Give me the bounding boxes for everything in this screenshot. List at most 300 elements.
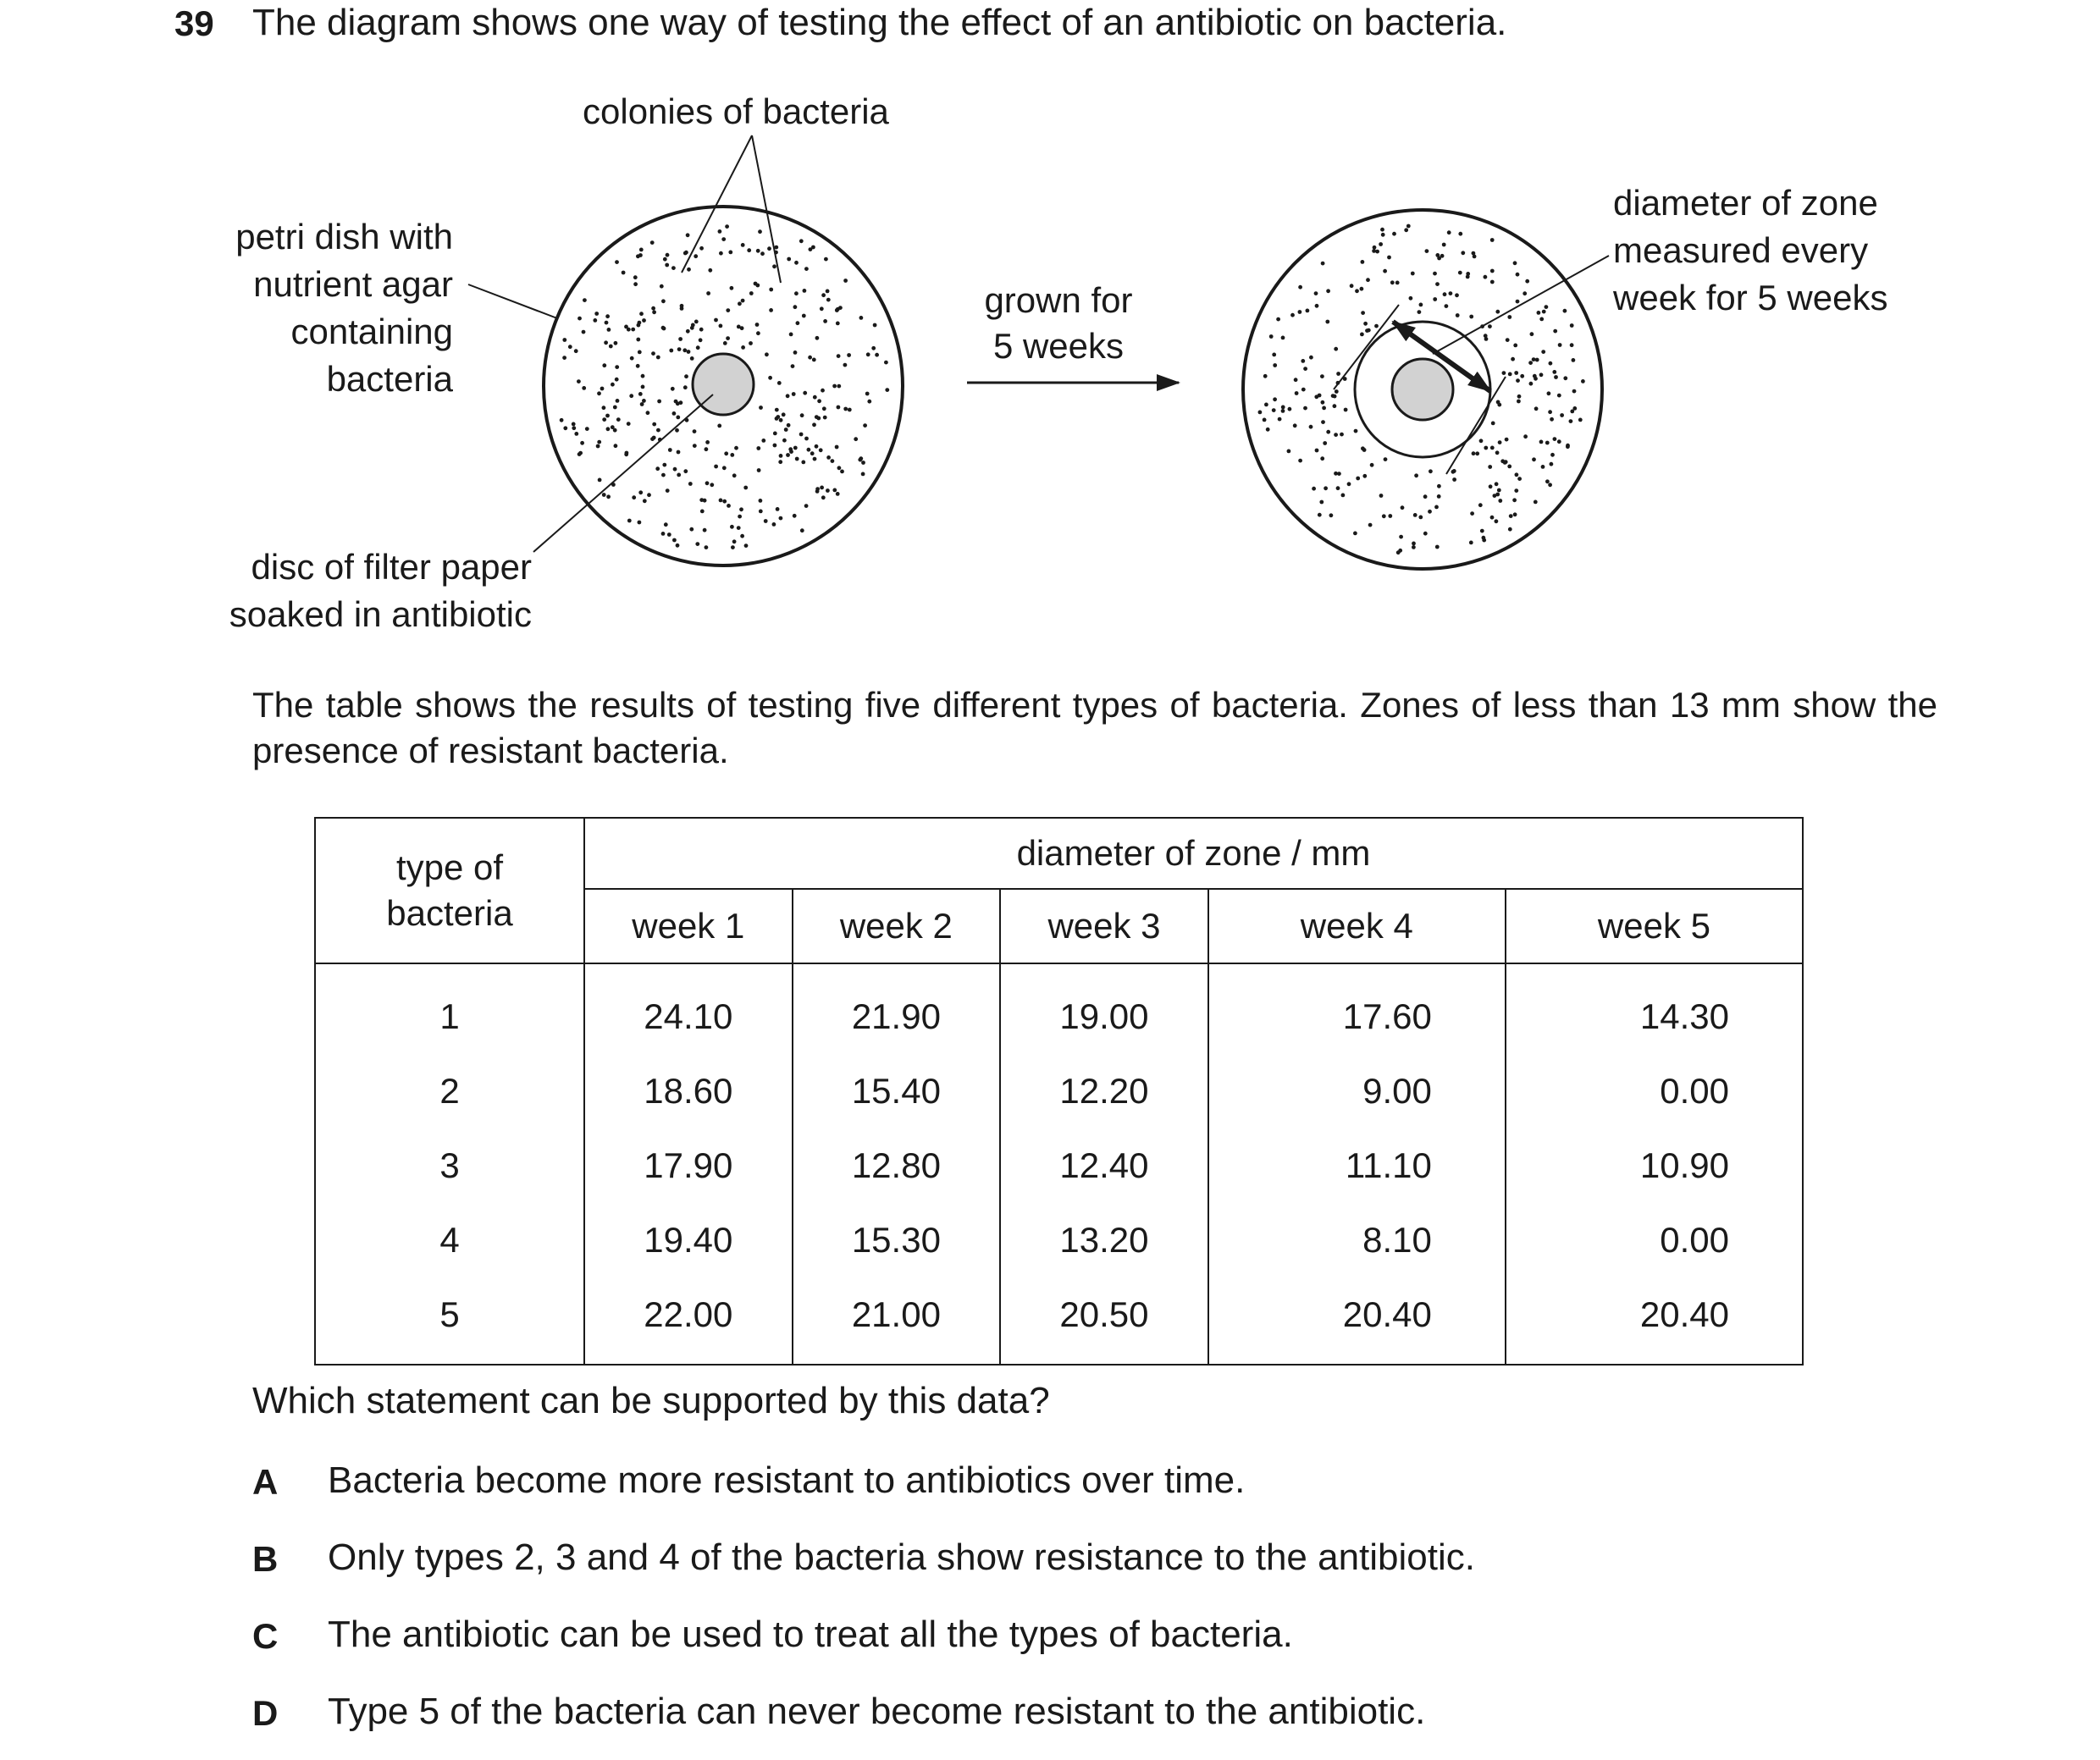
cell-value: 17.60 <box>1208 963 1506 1054</box>
bacteria-dot <box>1491 422 1495 426</box>
bacteria-dot <box>1344 408 1348 412</box>
bacteria-dot <box>1529 382 1534 386</box>
bacteria-dot <box>600 387 605 391</box>
bacteria-dot <box>683 469 688 473</box>
bacteria-dot <box>1309 356 1313 360</box>
bacteria-dot <box>665 263 669 268</box>
bacteria-dot <box>1502 371 1506 375</box>
bacteria-dot <box>622 271 626 275</box>
bacteria-dot <box>676 401 680 406</box>
bacteria-dot <box>1321 400 1325 405</box>
antibiotic-disc-after <box>1392 359 1453 420</box>
bacteria-dot <box>769 288 773 292</box>
bacteria-dot <box>1566 444 1570 448</box>
bacteria-dot <box>1366 278 1370 282</box>
bacteria-dot <box>1373 246 1377 250</box>
bacteria-dot <box>1570 343 1574 347</box>
bacteria-dot <box>699 338 703 342</box>
bacteria-dot <box>609 345 613 349</box>
bacteria-dot <box>1560 413 1564 417</box>
bacteria-dot <box>1514 371 1518 375</box>
bacteria-dot <box>1281 406 1285 410</box>
table-row <box>315 1128 1803 1203</box>
bacteria-dot <box>574 349 578 353</box>
cell-value: 24.10 <box>584 963 793 1054</box>
bacteria-dot <box>677 347 682 351</box>
bacteria-dot <box>1508 527 1512 532</box>
bacteria-dot <box>703 499 707 503</box>
bacteria-dot <box>1273 363 1277 367</box>
bacteria-dot <box>822 406 826 411</box>
bacteria-dot <box>755 323 760 327</box>
bacteria-dot <box>1550 462 1554 466</box>
bacteria-dot <box>1320 374 1324 378</box>
bacteria-dot <box>705 440 710 444</box>
bacteria-dot <box>826 290 830 294</box>
bacteria-dot <box>749 291 754 295</box>
bacteria-dot <box>1264 403 1268 407</box>
bacteria-dot <box>786 453 790 457</box>
bacteria-dot <box>582 386 586 390</box>
bacteria-dot <box>596 444 600 449</box>
bacteria-dot <box>1563 309 1567 313</box>
bacteria-dot <box>840 470 844 474</box>
bacteria-dot <box>1507 465 1511 469</box>
bacteria-dot <box>1553 437 1557 441</box>
bacteria-dot <box>1329 513 1334 517</box>
bacteria-dot <box>627 422 631 426</box>
bacteria-dot <box>597 391 601 395</box>
bacteria-dot <box>1429 469 1433 473</box>
bacteria-dot <box>1478 503 1483 507</box>
bacteria-dot <box>787 257 791 262</box>
bacteria-dot <box>732 539 737 543</box>
bacteria-dot <box>730 453 734 457</box>
bacteria-dot <box>1490 238 1495 242</box>
bacteria-dot <box>761 439 765 443</box>
bacteria-dot <box>615 378 619 382</box>
bacteria-dot <box>719 499 723 503</box>
bacteria-dot <box>1409 296 1413 301</box>
bacteria-dot <box>1466 275 1470 279</box>
bacteria-dot <box>866 352 870 356</box>
bacteria-dot <box>714 465 718 469</box>
bacteria-dot <box>1433 272 1437 276</box>
bacteria-dot <box>759 499 763 503</box>
bacteria-dot <box>1363 322 1368 326</box>
bacteria-dot <box>598 478 602 483</box>
label-diameter: diameter of zone measured every week for 5 weeks <box>1613 183 1888 317</box>
bacteria-dot <box>804 267 809 271</box>
cell-value: 11.10 <box>1208 1128 1506 1203</box>
bacteria-dot <box>563 426 567 430</box>
bacteria-dot <box>1542 310 1546 314</box>
bacteria-dot <box>1335 389 1339 394</box>
bacteria-dot <box>637 323 641 328</box>
bacteria-dot <box>1503 461 1507 465</box>
bacteria-dot <box>1516 300 1520 304</box>
bacteria-dot <box>768 376 772 380</box>
bacteria-dot <box>1513 261 1517 265</box>
bacteria-dot <box>638 350 642 355</box>
question-stem: The diagram shows one way of testing the effect of an antibiotic on bacteria. <box>252 2 1507 43</box>
question-prompt: Which statement can be supported by this data? <box>252 1380 1050 1421</box>
bacteria-dot <box>671 266 676 270</box>
bacteria-dot <box>1445 304 1449 308</box>
bacteria-dot <box>1469 315 1473 319</box>
bacteria-dot <box>655 466 660 471</box>
bacteria-dot <box>721 237 726 241</box>
bacteria-dot <box>1303 406 1307 411</box>
bacteria-dot <box>1541 350 1545 354</box>
bacteria-dot <box>1374 324 1379 328</box>
bacteria-dot <box>808 356 812 360</box>
bacteria-dot <box>1489 484 1493 488</box>
bacteria-dot <box>1442 243 1446 247</box>
bacteria-dot <box>1321 262 1325 266</box>
bacteria-dot <box>730 525 734 529</box>
bacteria-dot <box>837 354 841 358</box>
bacteria-dot <box>1547 391 1551 395</box>
bacteria-dot <box>821 495 826 499</box>
bacteria-dot <box>741 345 745 350</box>
bacteria-dot <box>1370 463 1374 467</box>
bacteria-dot <box>794 261 799 265</box>
bacteria-dot <box>1412 545 1416 549</box>
bacteria-dot <box>577 379 581 383</box>
bacteria-dot <box>1360 287 1364 291</box>
bacteria-dot <box>694 254 698 258</box>
bacteria-dot <box>1443 292 1447 296</box>
bacteria-dot <box>1572 358 1576 362</box>
bacteria-dot <box>1303 367 1307 371</box>
bacteria-dot <box>722 466 727 470</box>
cell-value: 13.20 <box>1000 1203 1208 1277</box>
bacteria-dot <box>1396 550 1401 554</box>
bacteria-dot <box>792 392 796 396</box>
bacteria-dot <box>1534 377 1538 381</box>
bacteria-dot <box>1269 334 1274 339</box>
bacteria-dot <box>714 318 718 323</box>
bacteria-dot <box>836 492 840 496</box>
bacteria-dot <box>1326 289 1330 293</box>
bacteria-dot <box>725 224 729 229</box>
table-row <box>315 1054 1803 1128</box>
bacteria-dot <box>1458 232 1462 236</box>
bacteria-dot <box>772 264 776 268</box>
bacteria-dot <box>1554 375 1558 379</box>
bacteria-dot <box>1423 494 1428 499</box>
bacteria-dot <box>1384 457 1388 461</box>
cell-value: 20.40 <box>1506 1277 1803 1365</box>
bacteria-dot <box>1581 379 1585 383</box>
bacteria-dot <box>764 519 768 523</box>
bacteria-dot <box>1318 394 1322 398</box>
bacteria-dot <box>820 486 824 490</box>
antibiotic-disc-before <box>693 354 754 415</box>
bacteria-dot <box>803 391 807 395</box>
leader-colonies-a <box>682 135 752 273</box>
bacteria-dot <box>1440 254 1445 258</box>
bacteria-dot <box>1336 486 1340 490</box>
bacteria-dot <box>859 456 863 461</box>
cell-value: 17.90 <box>584 1128 793 1203</box>
bacteria-dot <box>775 408 779 412</box>
bacteria-dot <box>1495 493 1500 497</box>
bacteria-dot <box>787 423 791 428</box>
bacteria-dot <box>1570 323 1574 328</box>
bacteria-dot <box>693 444 697 448</box>
bacteria-dot <box>1281 409 1285 413</box>
bacteria-dot <box>826 488 830 493</box>
bacteria-dot <box>865 392 870 396</box>
option-a-letter[interactable]: A <box>252 1462 279 1502</box>
bacteria-dot <box>1525 279 1529 284</box>
bacteria-dot <box>782 412 786 417</box>
bacteria-dot <box>1437 484 1441 488</box>
bacteria-dot <box>688 482 693 486</box>
bacteria-dot <box>1523 434 1528 439</box>
bacteria-dot <box>1418 516 1423 520</box>
bacteria-dot <box>1401 505 1405 510</box>
bacteria-dot <box>807 448 811 452</box>
bacteria-dot <box>769 308 773 312</box>
bacteria-dot <box>662 463 666 467</box>
bacteria-dot <box>1490 446 1495 450</box>
bacteria-dot <box>801 461 805 465</box>
bacteria-dot <box>1469 541 1473 545</box>
cell-value: 22.00 <box>584 1277 793 1365</box>
option-c-letter[interactable]: C <box>252 1616 279 1656</box>
bacteria-dot <box>568 345 572 349</box>
bacteria-dot <box>1552 370 1556 374</box>
cell-value: 12.40 <box>1000 1128 1208 1203</box>
bacteria-dot <box>663 257 667 262</box>
bacteria-dot <box>1326 430 1330 434</box>
bacteria-dot <box>815 444 819 449</box>
option-d-text[interactable]: Type 5 of the bacteria can never become resistant to the antibiotic. <box>328 1691 1426 1732</box>
bacteria-dot <box>1419 303 1423 307</box>
bacteria-dot <box>779 454 783 458</box>
bacteria-dot <box>838 306 843 310</box>
bacteria-dot <box>1447 230 1451 234</box>
bacteria-dot <box>1360 333 1364 337</box>
bacteria-dot <box>1539 440 1544 444</box>
bacteria-dot <box>560 418 564 422</box>
bacteria-dot <box>1484 334 1488 338</box>
option-b-letter[interactable]: B <box>252 1539 279 1579</box>
bacteria-dot <box>1312 487 1316 491</box>
bacteria-dot <box>578 452 582 456</box>
bacteria-dot <box>794 291 799 295</box>
option-d-letter[interactable]: D <box>252 1693 279 1733</box>
bacteria-dot <box>1294 378 1298 382</box>
bacteria-dot <box>1516 378 1520 383</box>
bacteria-dot <box>602 406 606 410</box>
bacteria-dot <box>730 286 734 290</box>
bacteria-dot <box>1498 440 1502 444</box>
bacteria-dot <box>673 467 677 472</box>
bacteria-dot <box>693 429 697 433</box>
bacteria-dot <box>1461 251 1465 255</box>
bacteria-dot <box>629 394 633 398</box>
bacteria-dot <box>826 298 831 302</box>
bacteria-dot <box>786 394 790 398</box>
bacteria-dot <box>1557 439 1561 444</box>
label-filter-disc: disc of filter paper soaked in antibiotic <box>229 547 532 634</box>
bacteria-dot <box>1528 361 1533 365</box>
bacteria-dot <box>614 444 618 448</box>
option-a-text[interactable]: Bacteria become more resistant to antibiotics over time. <box>328 1459 1246 1501</box>
bacteria-dot <box>1513 512 1517 516</box>
bacteria-dot <box>562 338 566 342</box>
bacteria-dot <box>743 486 748 490</box>
cell-value: 21.00 <box>793 1277 1001 1365</box>
cell-value: 20.50 <box>1000 1277 1208 1365</box>
header-type-of-bacteria: type of bacteria <box>315 818 584 963</box>
bacteria-dot <box>738 301 742 306</box>
bacteria-dot <box>823 416 827 420</box>
petri-dish-after <box>1243 210 1602 569</box>
bacteria-dot <box>651 351 655 356</box>
bacteria-dot <box>1301 359 1305 363</box>
bacteria-dot <box>690 356 694 361</box>
bacteria-dot <box>597 440 601 444</box>
bacteria-dot <box>821 293 826 297</box>
bacteria-dot <box>756 331 760 335</box>
bacteria-dot <box>1322 406 1326 411</box>
bacteria-dot <box>815 336 820 340</box>
bacteria-dot <box>1273 397 1277 401</box>
bacteria-dot <box>776 507 780 511</box>
bacteria-dot <box>731 545 735 549</box>
bacteria-dot <box>1488 465 1492 469</box>
bacteria-dot <box>1498 499 1502 503</box>
bacteria-dot <box>1475 451 1479 455</box>
bacteria-dot <box>703 528 707 532</box>
bacteria-dot <box>666 488 670 493</box>
bacteria-dot <box>1306 309 1310 313</box>
bacteria-dot <box>804 437 809 441</box>
bacteria-dot <box>741 299 745 303</box>
bacteria-dot <box>1548 410 1552 414</box>
bacteria-dot <box>1258 411 1263 415</box>
bacteria-dot <box>642 318 646 323</box>
bacteria-dot <box>593 318 597 323</box>
bacteria-dot <box>778 460 782 464</box>
bacteria-dot <box>578 317 582 321</box>
bacteria-dot <box>1435 545 1440 549</box>
bacteria-dot <box>661 473 666 477</box>
bacteria-dot <box>741 243 745 247</box>
bacteria-dot <box>1272 408 1276 412</box>
bacteria-dot <box>652 422 656 427</box>
bacteria-dot <box>1506 338 1510 342</box>
bacteria-dot <box>843 279 848 283</box>
bacteria-dot <box>824 257 828 262</box>
bacteria-dot <box>1341 494 1346 498</box>
bacteria-dot <box>726 308 730 312</box>
cell-type: 4 <box>315 1203 584 1277</box>
bacteria-dot <box>1550 453 1555 457</box>
bacteria-dot <box>705 481 710 485</box>
bacteria-dot <box>625 451 629 455</box>
bacteria-dot <box>1388 514 1392 518</box>
bacteria-dot <box>1563 376 1567 380</box>
bacteria-dot <box>1428 510 1432 514</box>
bacteria-dot <box>602 493 606 497</box>
bacteria-dot <box>646 411 650 415</box>
bacteria-dot <box>1514 488 1518 493</box>
bacteria-dot <box>602 417 606 422</box>
cell-value: 12.20 <box>1000 1054 1208 1128</box>
bacteria-dot <box>669 349 673 353</box>
bacteria-dot <box>836 322 840 326</box>
header-week-5: week 5 <box>1506 889 1803 963</box>
bacteria-dot <box>793 350 798 355</box>
bacteria-dot <box>1319 500 1324 505</box>
bacteria-dot <box>854 437 858 441</box>
bacteria-dot <box>611 383 615 387</box>
bacteria-dot <box>1382 514 1386 518</box>
bacteria-dot <box>1380 228 1384 232</box>
cell-value: 15.40 <box>793 1054 1001 1128</box>
bacteria-dot <box>1375 250 1379 254</box>
bacteria-dot <box>1517 400 1521 404</box>
bacteria-dot <box>614 341 618 345</box>
bacteria-dot <box>875 353 879 357</box>
bacteria-dot <box>728 251 732 255</box>
bacteria-dot <box>810 451 815 455</box>
bacteria-dot <box>831 459 835 463</box>
bacteria-dot <box>784 428 788 432</box>
bacteria-dot <box>642 399 646 403</box>
bacteria-dot <box>1298 285 1302 290</box>
bacteria-dot <box>744 543 749 548</box>
bacteria-dot <box>1379 242 1383 246</box>
bacteria-dot <box>791 364 795 368</box>
bacteria-dot <box>636 338 640 342</box>
bacteria-dot <box>1290 313 1295 317</box>
bacteria-dot <box>1372 249 1376 253</box>
option-c-text[interactable]: The antibiotic can be used to treat all the types of bacteria. <box>328 1614 1293 1655</box>
bacteria-dot <box>657 400 661 404</box>
bacteria-dot <box>795 457 799 461</box>
bacteria-dot <box>1395 281 1400 285</box>
bacteria-dot <box>777 381 782 385</box>
bacteria-dot <box>782 439 787 443</box>
bacteria-dot <box>793 446 798 450</box>
bacteria-dot <box>1276 317 1280 322</box>
bacteria-dot <box>758 229 762 234</box>
bacteria-dot <box>1539 317 1544 322</box>
bacteria-dot <box>652 310 656 314</box>
bacteria-dot <box>710 483 714 487</box>
bacteria-dot <box>1353 532 1357 536</box>
bacteria-dot <box>1336 372 1340 376</box>
bacteria-dot <box>651 306 655 311</box>
bacteria-dot <box>717 424 721 428</box>
bacteria-dot <box>1413 513 1418 517</box>
bacteria-dot <box>739 507 743 511</box>
label-colonies: colonies of bacteria <box>583 91 889 131</box>
cell-type: 5 <box>315 1277 584 1365</box>
option-b-text[interactable]: Only types 2, 3 and 4 of the bacteria show resistance to the antibiotic. <box>328 1537 1475 1578</box>
bacteria-dot <box>1362 474 1367 478</box>
bacteria-dot <box>847 353 851 357</box>
bacteria-dot <box>1323 441 1327 445</box>
bacteria-dot <box>817 399 821 403</box>
